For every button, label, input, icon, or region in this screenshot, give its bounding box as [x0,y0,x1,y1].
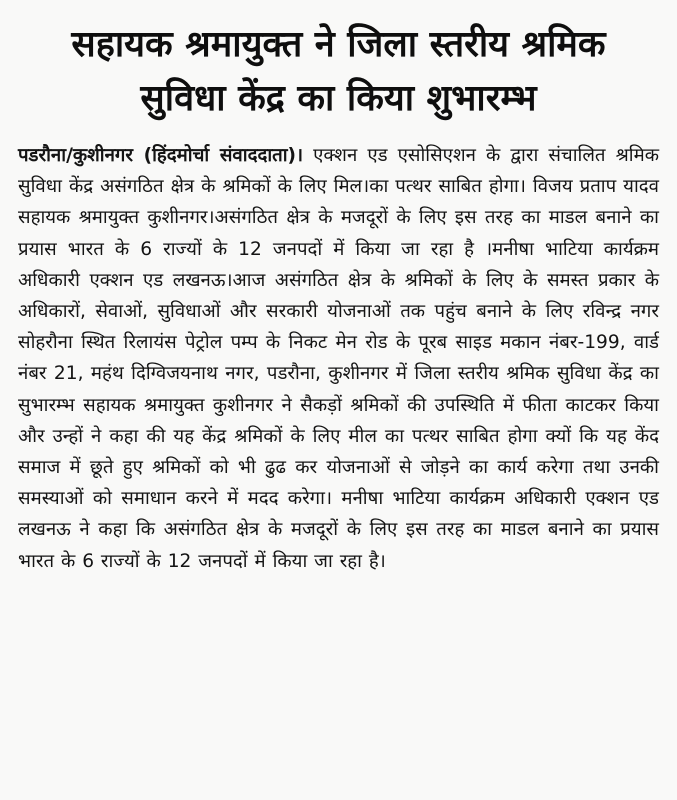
headline [18,18,659,126]
article-body [18,140,659,577]
headline-line-1: सहायक श्रमायुक्त ने जिला स्तरीय श्रमिक [71,24,606,65]
article-dateline: पडरौना/कुशीनगर (हिंदमोर्चा संवाददाता)। [18,145,304,166]
headline-line-2: सुविधा केंद्र का किया शुभारम्भ [140,78,537,119]
article-text: एक्शन एड एसोसिएशन के द्वारा संचालित श्रमिक सुविधा केंद्र असंगठित क्षेत्र के श्रमिकों के लिए मिल।का पत्थर साबित होगा। विजय प्रताप यादव सहायक श्रमायुक्त कुशीनगर।असंगठित क्षेत्र के मजदूरों के लिए इस तरह का माडल बनाने का प्रयास भारत के 6 राज्यों के 12 जनपदों में किया जा रहा है ।मनीषा भाटिया कार्यक्रम अधिकारी एक्शन एड लखनऊ।आज असंगठित क्षेत्र के श्रमिकों के लिए के समस्त प्रकार के अधिकारों, सेवाओं, सुविधाओं और सरकारी योजनाओं तक पहुंच बनाने के लिए रविन्द्र नगर सोहरौना स्थित रिलायंस पेट्रोल पम्प के निकट मेन रोड के पूरब साइड मकान नंबर-199, वार्ड नंबर 21, महंथ दिग्विजयनाथ नगर, पडरौना, कुशीनगर में जिला स्तरीय श्रमिक सुविधा केंद्र का सुभारम्भ सहायक श्रमायुक्त कुशीनगर ने सैकड़ों श्रमिकों की उपस्थिति में फीता काटकर किया और उन्हों ने कहा की यह केंद्र श्रमिकों के लिए मील का पत्थर साबित होगा क्यों कि यह केंद समाज में छूते हुए श्रमिकों को भी ढुढ कर योजनाओं से जोड़ने का कार्य करेगा तथा उनकी समस्याओं को समाधान करने में मदद करेगा। मनीषा भाटिया कार्यक्रम अधिकारी एक्शन एड लखनऊ ने कहा कि असंगठित क्षेत्र के मजदूरों के लिए इस तरह का माडल बनाने का प्रयास भारत के 6 राज्यों के 12 जनपदों में किया जा रहा है। [18,145,659,572]
